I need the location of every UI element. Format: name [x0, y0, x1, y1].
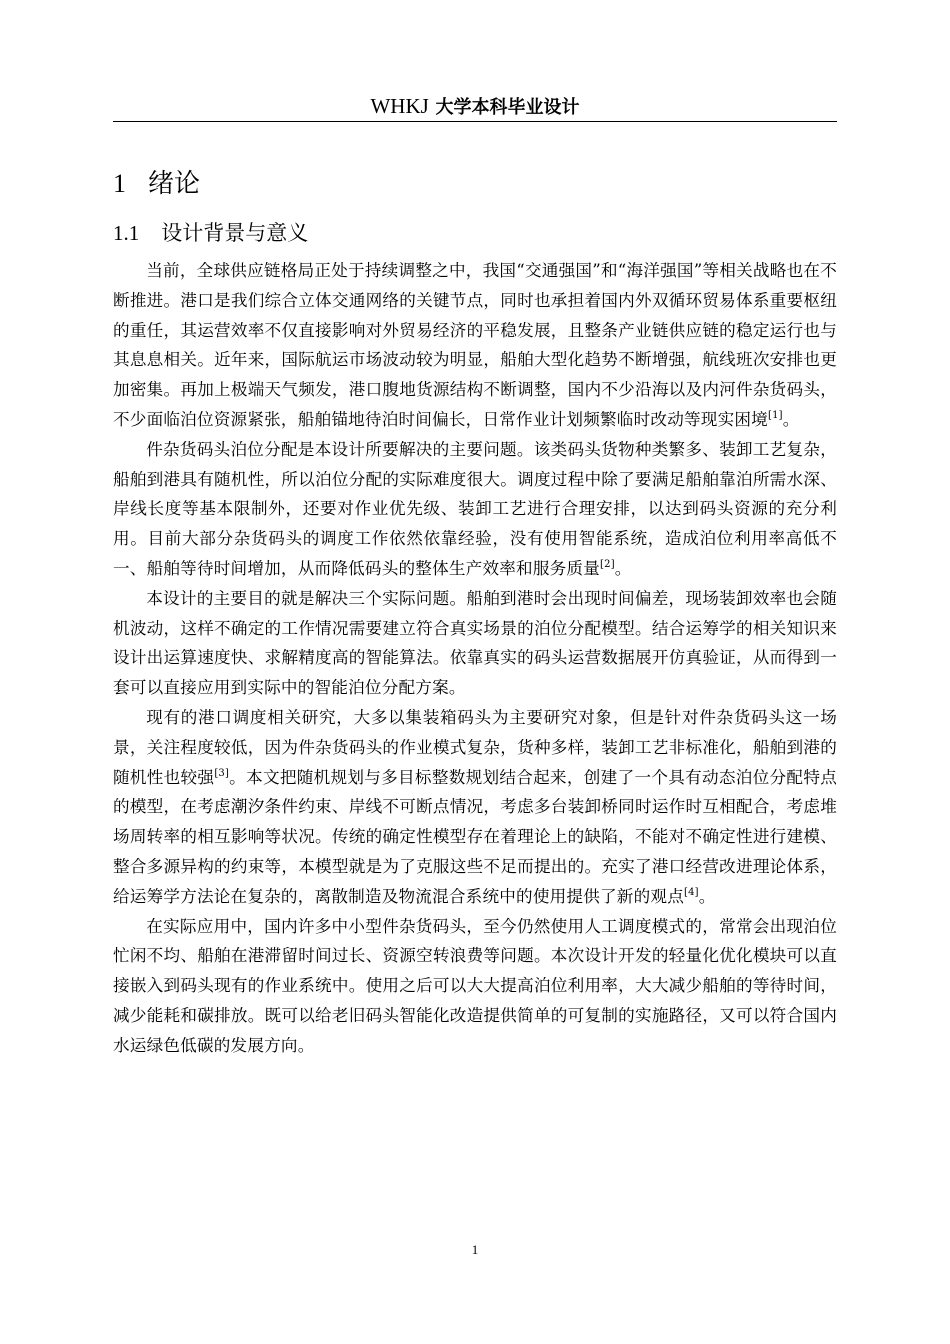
paragraph	[113, 435, 837, 584]
paragraph	[113, 703, 837, 912]
paragraph-text: 当前，全球供应链格局正处于持续调整之中，我国“交通强国”和“海洋强国”等相关战略也在不断推进。港口是我们综合立体交通网络的关键节点，同时也承担着国内外双循环贸易体系重要枢纽的重任，其运营效率不仅直接影响对外贸易经济的平稳发展，且整条产业链供应链的稳定运行也与其息息相关。近年来，国际航运市场波动较为明显，船舶大型化趋势不断增强，航线班次安排也更加密集。再加上极端天气频发，港口腹地货源结构不断调整，国内不少沿海以及内河件杂货码头，不少面临泊位资源紧张，船舶锚地待泊时间偏长，日常作业计划频繁临时改动等现实困境	[113, 261, 837, 429]
section-number: 1.1	[113, 221, 140, 245]
paragraph-tail: 。	[782, 409, 800, 429]
chapter-heading	[113, 166, 200, 202]
header-rule	[113, 121, 837, 122]
header-title: 大学本科毕业设计	[435, 97, 580, 118]
chapter-title: 绪论	[148, 169, 201, 199]
section-title: 设计背景与意义	[161, 221, 309, 245]
paragraph-tail: 。	[614, 558, 632, 578]
paragraph-text: 现有的港口调度相关研究，大多以集装箱码头为主要研究对象，但是针对件杂货码头这一场景，关注程度较低，因为件杂货码头的作业模式复杂，货种多样，装卸工艺非标准化，船舶到港的随机性也较强	[113, 707, 837, 787]
header-latin-text: WHKJ	[370, 94, 429, 118]
paragraph	[113, 584, 837, 703]
section-heading	[113, 218, 308, 248]
page-number: 1	[471, 1242, 479, 1257]
body-text	[113, 256, 837, 1061]
paragraph-tail: 。本文把随机规划与多目标整数规划结合起来，创建了一个具有动态泊位分配特点的模型，在考虑潮汐条件约束、岸线不可断点情况，考虑多台装卸桥同时运作时互相配合，考虑堆场周转率的相互影响等状况。传统的确定性模型存在着理论上的缺陷，不能对不确定性进行建模、整合多源异构的约束等，本模型就是为了克服这些不足而提出的。充实了港口经营改进理论体系，给运筹学方法论在复杂的，离散制造及物流混合系统中的使用提供了新的观点[4]。	[113, 767, 838, 906]
citation-ref[interactable]: [1]	[767, 409, 783, 421]
paragraph-text: 在实际应用中，国内许多中小型件杂货码头，至今仍然使用人工调度模式的，常常会出现泊位忙闲不均、船舶在港滞留时间过长、资源空转浪费等问题。本次设计开发的轻量化优化模块可以直接嵌入到码头现有的作业系统中。使用之后可以大大提高泊位利用率，大大减少船舶的等待时间，减少能耗和碳排放。既可以给老旧码头智能化改造提供简单的可复制的实施路径，又可以符合国内水运绿色低碳的发展方向。	[113, 916, 837, 1055]
paragraph	[113, 912, 837, 1061]
citation-ref[interactable]: [2]	[600, 558, 615, 570]
chapter-number: 1	[113, 169, 126, 198]
page-header	[113, 92, 837, 122]
paragraph	[113, 256, 837, 435]
paragraph-text: 本设计的主要目的就是解决三个实际问题。船舶到港时会出现时间偏差，现场装卸效率也会随机波动，这样不确定的工作情况需要建立符合真实场景的泊位分配模型。结合运筹学的相关知识来设计出运算速度快、求解精度高的智能算法。依靠真实的码头运营数据展开仿真验证，从而得到一套可以直接应用到实际中的智能泊位分配方案。	[113, 588, 837, 698]
citation-ref[interactable]: [4]	[684, 886, 699, 898]
paragraph-text: 件杂货码头泊位分配是本设计所要解决的主要问题。该类码头货物种类繁多、装卸工艺复杂，船舶到港具有随机性，所以泊位分配的实际难度很大。调度过程中除了要满足船舶靠泊所需水深、岸线长度等基本限制外，还要对作业优先级、装卸工艺进行合理安排，以达到码头资源的充分利用。目前大部分杂货码头的调度工作依然依靠经验，没有使用智能系统，造成泊位利用率高低不一、船舶等待时间增加，从而降低码头的整体生产效率和服务质量	[113, 439, 837, 578]
citation-ref[interactable]: [3]	[214, 767, 230, 779]
